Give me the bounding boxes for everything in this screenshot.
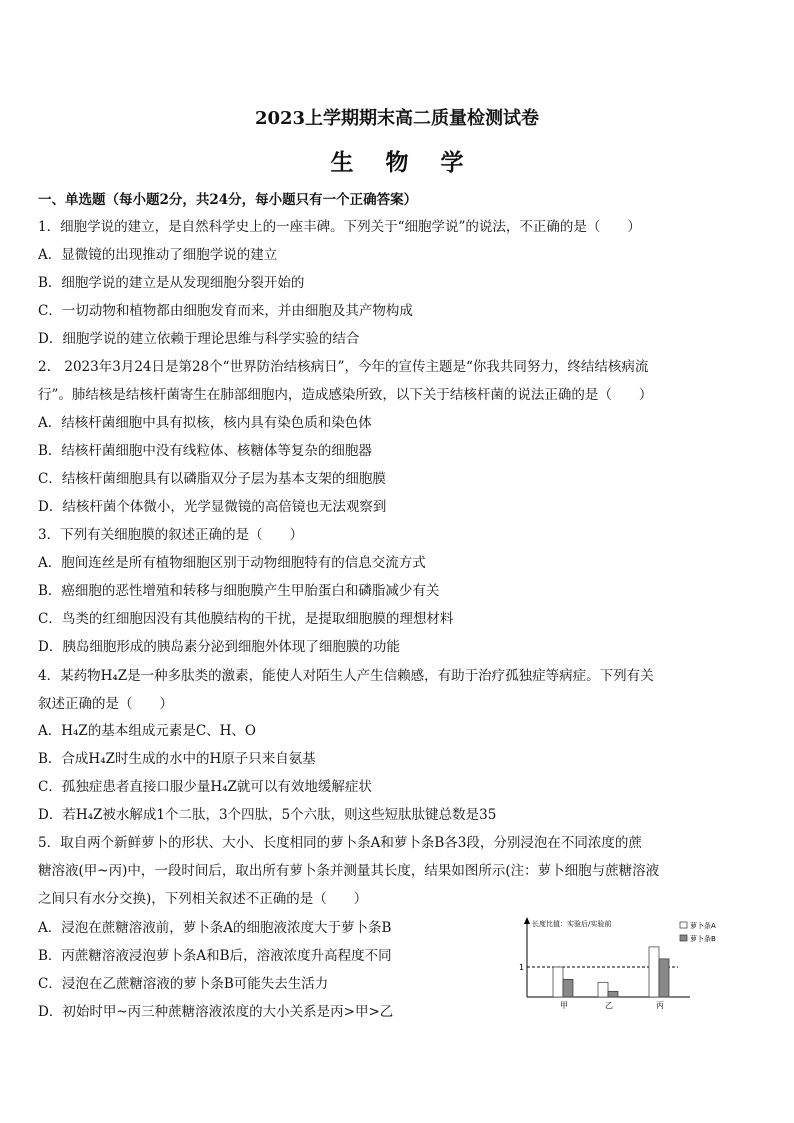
exam-title: 2023上学期期末高二质量检测试卷 (254, 108, 540, 129)
bar-b-0 (563, 979, 573, 997)
bar-a-1 (598, 982, 608, 997)
question-line: B．细胞学说的建立是从发现细胞分裂开始的 (38, 275, 305, 291)
question-line: 叙述正确的是（ ） (38, 696, 173, 712)
question-line: A．显微镜的出现推动了细胞学说的建立 (38, 247, 278, 263)
question-line: D．若H₄Z被水解成1个二肽，3个四肽，5个六肽，则这些短肽肽键总数是35 (38, 807, 497, 823)
legend-swatch (680, 922, 687, 928)
question-line: B．结核杆菌细胞中没有线粒体、核糖体等复杂的细胞器 (38, 443, 372, 459)
section-heading: 一、单选题（每小题2分，共24分，每小题只有一个正确答案） (38, 192, 418, 208)
question-line: 4．某药物H₄Z是一种多肽类的激素，能使人对陌生人产生信赖感，有助于治疗孤独症等病症。下列有关 (38, 668, 654, 684)
question-line: C．鸟类的红细胞因没有其他膜结构的干扰，是提取细胞膜的理想材料 (38, 611, 454, 627)
question-line: 糖溶液(甲~丙)中，一段时间后，取出所有萝卜条并测量其长度，结果如图所示(注：萝卜细胞与蔗糖溶液 (38, 863, 660, 879)
question-line: A．H₄Z的基本组成元素是C、H、O (38, 723, 256, 739)
question-line: B．合成H₄Z时生成的水中的H原子只来自氨基 (38, 751, 316, 767)
question-line: D．结核杆菌个体微小，光学显微镜的高倍镜也无法观察到 (38, 499, 387, 515)
x-tick-label: 乙 (605, 1001, 613, 1010)
y-axis-arrow (524, 917, 530, 924)
bar-b-2 (659, 959, 669, 997)
question-line: A．结核杆菌细胞中具有拟核，核内具有染色质和染色体 (38, 415, 372, 431)
question-line: C．结核杆菌细胞具有以磷脂双分子层为基本支架的细胞膜 (38, 471, 386, 487)
question-line: 5．取自两个新鲜萝卜的形状、大小、长度相同的萝卜条A和萝卜条B各3段，分别浸泡在不同浓度的蔗 (38, 835, 642, 851)
question-line: 3．下列有关细胞膜的叙述正确的是（ ） (38, 527, 304, 543)
question-line: C．孤独症患者直接口服少量H₄Z就可以有效地缓解症状 (38, 779, 372, 795)
length-ratio-chart (510, 912, 740, 1012)
question-line: A．胞间连丝是所有植物细胞区别于动物细胞特有的信息交流方式 (38, 555, 426, 571)
question-line: D．胰岛细胞形成的胰岛素分泌到细胞外体现了细胞膜的功能 (38, 639, 400, 655)
question-line: C．浸泡在乙蔗糖溶液的萝卜条B可能失去生活力 (38, 976, 329, 992)
question-line: B．癌细胞的恶性增殖和转移与细胞膜产生甲胎蛋白和磷脂减少有关 (38, 583, 440, 599)
question-line: D．细胞学说的建立依赖于理论思维与科学实验的结合 (38, 331, 360, 347)
y-axis-label: 长度比值：实验后/实验前 (532, 920, 612, 928)
bar-a-0 (553, 967, 563, 997)
question-line: 2. 2023年3月24日是第28个“世界防治结核病日”，今年的宣传主题是“你我共同努力，终结结核病流 (38, 359, 649, 375)
question-line: D．初始时甲~丙三种蔗糖溶液浓度的大小关系是丙>甲>乙 (38, 1004, 394, 1020)
question-line: 之间只有水分交换)，下列相关叙述不正确的是（ ） (38, 891, 368, 907)
question-line: B．丙蔗糖溶液浸泡萝卜条A和B后，溶液浓度升高程度不同 (38, 948, 392, 964)
question-line: 行”。肺结核是结核杆菌寄生在肺部细胞内，造成感染所致，以下关于结核杆菌的说法正确的是（ ） (38, 387, 653, 403)
question-line: C．一切动物和植物都由细胞发育而来，并由细胞及其产物构成 (38, 303, 413, 319)
bar-a-2 (649, 947, 659, 997)
question-line: 1．细胞学说的建立，是自然科学史上的一座丰碑。下列关于“细胞学说”的说法，不正确的是（ ） (38, 219, 641, 235)
subject-title: 生 物 学 (330, 149, 476, 176)
y-tick-label: 1 (519, 963, 525, 972)
x-tick-label: 丙 (656, 1001, 664, 1010)
legend-swatch (680, 935, 687, 941)
question-line: A．浸泡在蔗糖溶液前，萝卜条A的细胞液浓度大于萝卜条B (38, 920, 392, 936)
bar-b-1 (608, 991, 618, 997)
legend-label: 萝卜条B (690, 935, 716, 943)
legend-label: 萝卜条A (690, 922, 716, 930)
x-tick-label: 甲 (560, 1001, 568, 1010)
